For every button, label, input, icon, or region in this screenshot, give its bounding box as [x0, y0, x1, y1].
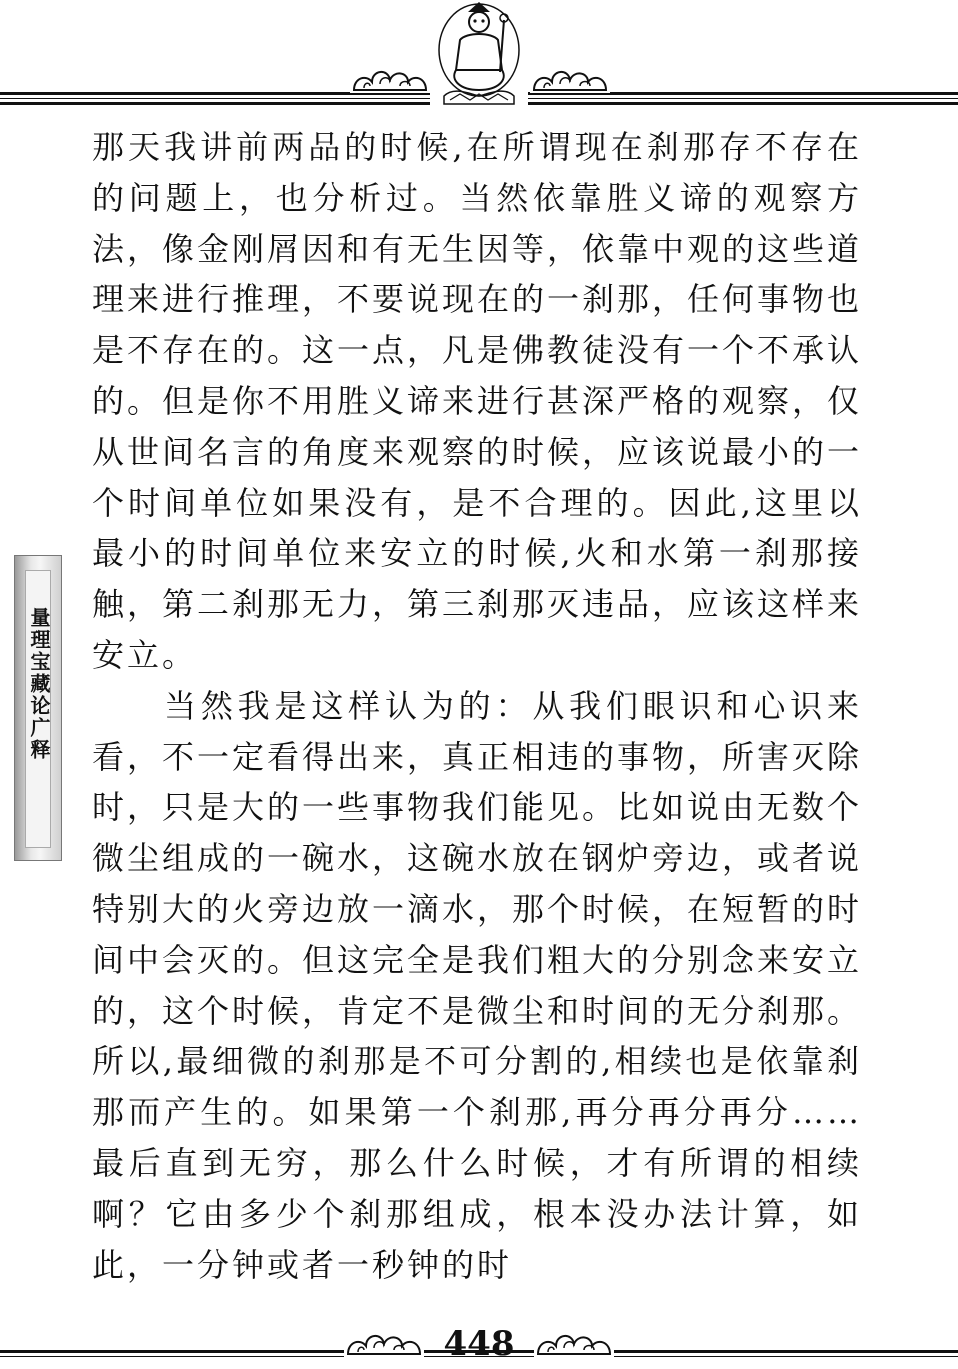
- page-header: [0, 0, 958, 110]
- body-text: [92, 122, 862, 1290]
- cloud-ornament-left-icon: [350, 60, 430, 98]
- page-footer: [0, 1310, 958, 1369]
- footer-cloud-left-icon: [344, 1324, 424, 1362]
- book-title-side-tab: [14, 555, 62, 861]
- page-number: 448: [443, 1324, 515, 1364]
- paragraph-1: 那天我讲前两品的时候,在所谓现在刹那存不存在的问题上，也分析过。当然依靠胜义谛的观察方法，像金刚屑因和有无生因等，依靠中观的这些道理来进行推理，不要说现在的一刹那，任何事物也是不存在的。这一点，凡是佛教徒没有一个不承认的。但是你不用胜义谛来进行甚深严格的观察，仅从世间名言的角度来观察的时候，应该说最小的一个时间单位如果没有，是不合理的。因此,这里以最小的时间单位来安立的时候,火和水第一刹那接触，第二刹那无力，第三刹那灭违品，应该这样来安立。: [92, 128, 863, 674]
- side-tab-panel: [25, 570, 51, 848]
- cloud-ornament-right-icon: [530, 60, 610, 98]
- footer-cloud-right-icon: [534, 1324, 614, 1362]
- paragraph-2: 当然我是这样认为的：从我们眼识和心识来看，不一定看得出来，真正相违的事物，所害灭除时，只是大的一些事物我们能见。比如说由无数个微尘组成的一碗水，这碗水放在钢炉旁边，或者说特别大的火旁边放一滴水，那个时候，在短暂的时间中会灭的。但这完全是我们粗大的分别念来安立的，这个时候，肯定不是微尘和时间的无分刹那。所以,最细微的刹那是不可分割的,相续也是依靠刹那而产生的。如果第一个刹那,再分再分再分……最后直到无穷，那么什么时候，才有所谓的相续啊？它由多少个刹那组成，根本没办法计算，如此，一分钟或者一秒钟的时: [92, 686, 863, 1284]
- guru-rinpoche-image-icon: [430, 0, 528, 108]
- book-title: 量理宝藏论广释: [27, 607, 51, 761]
